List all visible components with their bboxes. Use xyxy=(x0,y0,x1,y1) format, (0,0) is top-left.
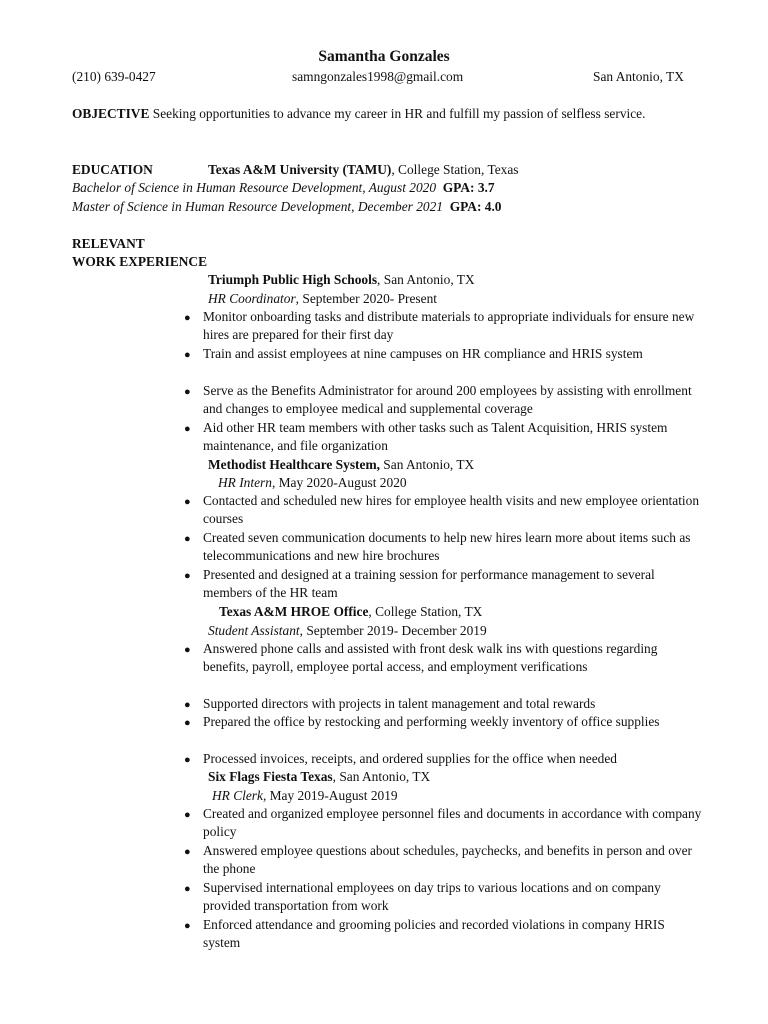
bullet-text: Train and assist employees at nine campuses on HR compliance and HRIS system xyxy=(203,346,643,361)
org-name: Six Flags Fiesta Texas xyxy=(208,769,333,784)
job-org xyxy=(219,603,482,621)
school-name: Texas A&M University (TAMU) xyxy=(208,162,392,177)
bullet-text: Processed invoices, receipts, and ordered supplies for the office when needed xyxy=(203,751,617,766)
objective-label: OBJECTIVE xyxy=(72,106,150,121)
bullet-icon: ● xyxy=(184,496,191,508)
objective-section xyxy=(72,105,672,123)
role-title: Student Assistant xyxy=(208,623,300,638)
bullet-text: Supported directors with projects in talent management and total rewards xyxy=(203,696,596,711)
org-name: Methodist Healthcare System, xyxy=(208,457,380,472)
bullet-icon: ● xyxy=(184,349,191,361)
objective-text: Seeking opportunities to advance my career in HR and fulfill my passion of selfless service. xyxy=(152,106,646,121)
bullet-text: Prepared the office by restocking and performing weekly inventory of office supplies xyxy=(203,714,660,729)
role-title: HR Intern xyxy=(218,475,272,490)
bullet-icon: ● xyxy=(184,533,191,545)
bullet-text: Monitor onboarding tasks and distribute materials to appropriate individuals for ensure new hires are prepared for their first day xyxy=(203,309,695,343)
bullet-text: Answered employee questions about schedules, paychecks, and benefits in person and over the phone xyxy=(203,843,692,877)
gpa: GPA: 3.7 xyxy=(442,180,495,195)
bullet-text: Supervised international employees on day trips to various locations and on company provided transportation from work xyxy=(203,880,661,914)
job-role xyxy=(208,622,487,640)
gpa: GPA: 4.0 xyxy=(449,199,502,214)
email-address: samngonzales1998@gmail.com xyxy=(292,69,464,84)
job-role xyxy=(218,474,407,492)
role-title: HR Clerk xyxy=(212,788,263,803)
location: San Antonio, TX xyxy=(593,69,684,84)
role-dates: , May 2020-August 2020 xyxy=(271,475,407,490)
bullet-icon: ● xyxy=(184,699,191,711)
role-dates: , September 2020- Present xyxy=(295,291,437,306)
org-location: , San Antonio, TX xyxy=(332,769,431,784)
bullet-text: Created and organized employee personnel files and documents in accordance with company policy xyxy=(203,806,702,840)
org-location: , San Antonio, TX xyxy=(377,272,475,287)
resume-name: Samantha Gonzales xyxy=(318,48,450,65)
bullet-text: Answered phone calls and assisted with front desk walk ins with questions regarding benefits, payroll, employee portal access, and employment verifications xyxy=(203,641,658,675)
job-role xyxy=(212,787,398,805)
bullet-icon: ● xyxy=(184,883,191,895)
job-org xyxy=(208,768,430,786)
bullet-text: Serve as the Benefits Administrator for around 200 employees by assisting with enrollment and changes to employee medical and supplemental coverage xyxy=(203,383,692,417)
experience-label-line2: WORK EXPERIENCE xyxy=(72,254,208,269)
bullet-text: Contacted and scheduled new hires for employee health visits and new employee orientation courses xyxy=(203,493,700,527)
org-name: Texas A&M HROE Office xyxy=(219,604,369,619)
bullet-text: Presented and designed at a training session for performance management to several members of the HR team xyxy=(203,567,655,601)
bullet-text: Enforced attendance and grooming policies and recorded violations in company HRIS system xyxy=(203,917,665,951)
org-name: Triumph Public High Schools xyxy=(208,272,378,287)
bullet-icon: ● xyxy=(184,386,191,398)
bullet-icon: ● xyxy=(184,570,191,582)
job-role xyxy=(208,290,437,308)
role-dates: , September 2019- December 2019 xyxy=(299,623,487,638)
bullet-text: Created seven communication documents to help new hires learn more about items such as telecommunications and new hire brochures xyxy=(203,530,691,564)
bullet-icon: ● xyxy=(184,423,191,435)
role-title: HR Coordinator xyxy=(208,291,296,306)
job-org xyxy=(208,456,474,474)
bullet-icon: ● xyxy=(184,846,191,858)
org-location: , College Station, TX xyxy=(368,604,483,619)
experience-label-line1: RELEVANT xyxy=(72,236,145,251)
school-location: , College Station, Texas xyxy=(391,162,519,177)
bullet-text: Aid other HR team members with other tasks such as Talent Acquisition, HRIS system maintenance, and file organization xyxy=(203,420,668,454)
degree-bachelor xyxy=(72,179,495,197)
education-label: EDUCATION xyxy=(72,162,153,177)
degree-text: Bachelor of Science in Human Resource Development, August 2020 xyxy=(72,180,437,195)
degree-text: Master of Science in Human Resource Development, December 2021 xyxy=(72,199,443,214)
phone-number: (210) 639-0427 xyxy=(72,69,156,84)
org-location: San Antonio, TX xyxy=(379,457,475,472)
bullet-icon: ● xyxy=(184,717,191,729)
bullet-icon: ● xyxy=(184,754,191,766)
degree-master xyxy=(72,198,502,216)
bullet-icon: ● xyxy=(184,312,191,324)
bullet-icon: ● xyxy=(184,644,191,656)
role-dates: , May 2019-August 2019 xyxy=(262,788,398,803)
job-org xyxy=(208,271,475,289)
bullet-icon: ● xyxy=(184,809,191,821)
education-school xyxy=(208,161,519,179)
bullet-icon: ● xyxy=(184,920,191,932)
